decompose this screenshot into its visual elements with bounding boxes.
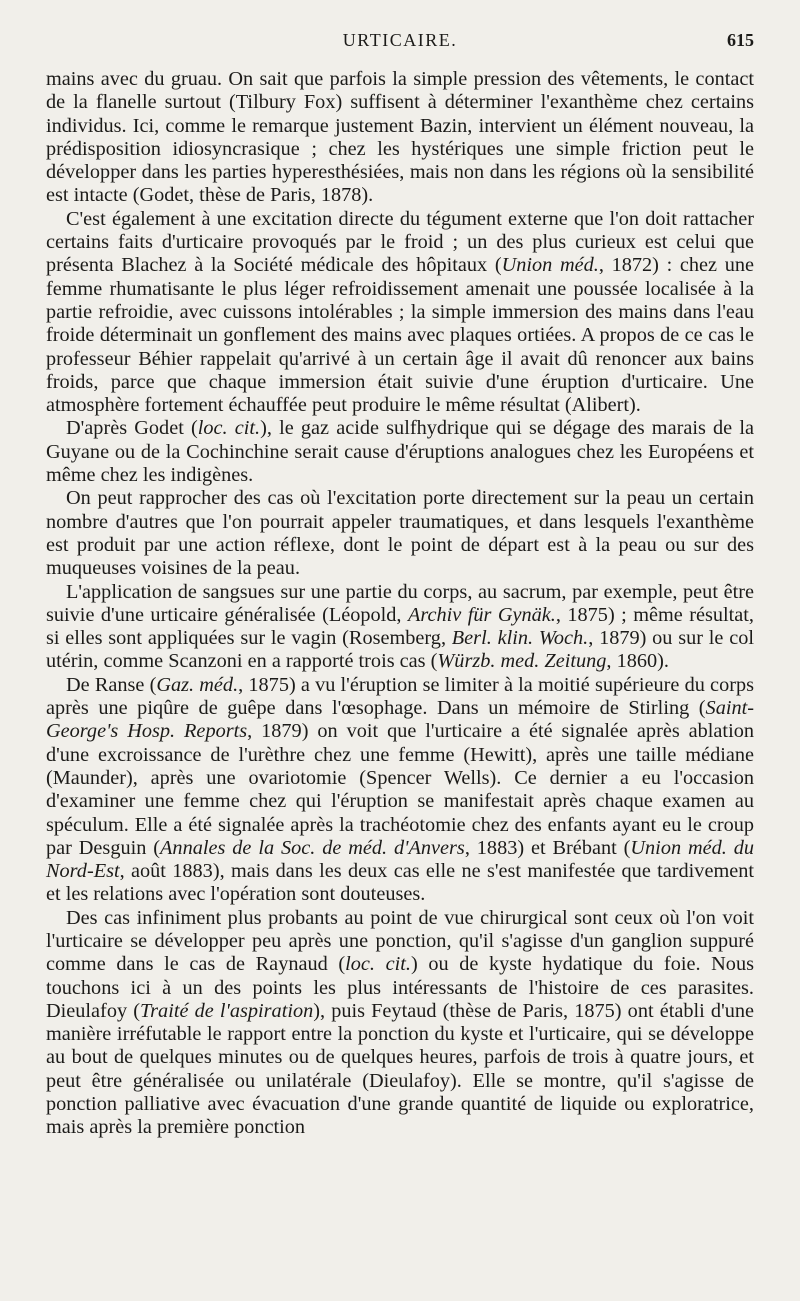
italic-citation: Union méd. du Nord-Est: [46, 836, 755, 883]
italic-citation: Berl. klin. Woch.: [451, 627, 589, 650]
italic-citation: Traité de l'aspiration: [140, 999, 314, 1022]
paragraph: Des cas infiniment plus probants au point de vue chirurgical sont ceux où l'on voit l'urticaire se développer peu après une ponction, qu'il s'agisse d'un ganglion suppuré comme dans le cas de Raynaud (loc. cit.) ou de kyste hydatique du foie. Nous touchons ici à un des points les plus intéressants de l'histoire de ces parasites. Dieulafoy (Traité de l'aspiration), puis Feytaud (thèse de Paris, 1875) ont établi d'une manière irréfutable le rapport entre la ponction du kyste et l'urticaire, qui se développe au bout de quelques minutes ou de quelques heures, parfois de trois à quatre jours, et peut être généralisée ou unilatérale (Dieulafoy). Elle se montre, qu'il s'agisse de ponction palliative avec évacuation d'une grande quantité de liquide ou exploratrice, mais après la première ponction: [46, 906, 755, 1139]
italic-citation: loc. cit.: [345, 953, 411, 976]
italic-citation: Würzb. med. Zeitung: [437, 650, 607, 673]
paragraph: C'est également à une excitation directe du tégument externe que l'on doit rattacher certains faits d'urticaire provoqués par le froid ; un des plus curieux est celui que présenta Blachez à la Société médicale des hôpitaux (Union méd., 1872) : chez une femme rhumatisante le plus léger refroidissement amenait une poussée localisée à la partie refroidie, avec cuissons intolérables ; la simple immersion des mains dans l'eau froide déterminait un gonflement des mains avec plaques ortiées. A propos de ce cas le professeur Béhier rappelait qu'arrivé à un certain âge il avait dû renoncer aux bains froids, parce que chaque immersion était suivie d'une éruption d'urticaire. Une atmosphère fortement échauffée peut produire le même résultat (Alibert).: [46, 207, 755, 417]
page-body: [46, 68, 754, 1140]
page-number: 615: [727, 30, 754, 50]
paragraph: D'après Godet (loc. cit.), le gaz acide sulfhydrique qui se dégage des marais de la Guyane ou de la Cochinchine serait cause d'éruptions analogues chez les Européens et même chez les indigènes.: [46, 417, 754, 487]
italic-citation: Archiv für Gynäk.: [407, 603, 556, 626]
running-title: URTICAIRE.: [342, 30, 458, 50]
italic-citation: Annales de la Soc. de méd. d'Anvers: [160, 836, 465, 859]
italic-citation: loc. cit.: [197, 417, 261, 440]
paragraph: On peut rapprocher des cas où l'excitation porte directement sur la peau un certain nombre d'autres que l'on pourrait appeler traumatiques, et dans lesquels l'exanthème est produit par une action réflexe, dont le point de départ est à la peau ou sur des muqueuses voisines de la peau.: [46, 487, 754, 580]
page-header: [46, 30, 754, 60]
italic-citation: Gaz. méd.: [156, 673, 239, 696]
italic-citation: Saint-George's Hosp. Reports: [46, 697, 754, 743]
italic-citation: Union méd.: [501, 254, 599, 277]
paragraph: L'application de sangsues sur une partie du corps, au sacrum, par exemple, peut être suivie d'une urticaire généralisée (Léopold, Archiv für Gynäk., 1875) ; même résultat, si elles sont appliquées sur le vagin (Rosemberg, Berl. klin. Woch., 1879) ou sur le col utérin, comme Scanzoni en a rapporté trois cas (Würzb. med. Zeitung, 1860).: [46, 580, 755, 673]
paragraph: mains avec du gruau. On sait que parfois la simple pression des vêtements, le contact de la flanelle surtout (Tilbury Fox) suffisent à déterminer l'exanthème chez certains individus. Ici, comme le remarque justement Bazin, intervient un élément nouveau, la prédisposition idiosyncrasique ; chez les hystériques une simple friction peut le développer dans les parties hyperesthésiées, mais non dans les régions où la sensibilité est intacte (Godet, thèse de Paris, 1878).: [46, 68, 754, 207]
paragraph: De Ranse (Gaz. méd., 1875) a vu l'éruption se limiter à la moitié supérieure du corps après une piqûre de guêpe dans l'œsophage. Dans un mémoire de Stirling (Saint-George's Hosp. Reports, 1879) on voit que l'urticaire a été signalée après ablation d'une excroissance de l'urèthre chez une femme (Hewitt), après une taille médiane (Maunder), après une ovariotomie (Spencer Wells). Ce dernier a eu l'occasion d'examiner une femme chez qui l'éruption se manifestait après chaque examen au spéculum. Elle a été signalée après la trachéotomie chez des enfants ayant eu le croup par Desguin (Annales de la Soc. de méd. d'Anvers, 1883) et Brébant (Union méd. du Nord-Est, août 1883), mais dans les deux cas elle ne s'est manifestée que tardivement et les relations avec l'opération sont douteuses.: [46, 673, 755, 906]
